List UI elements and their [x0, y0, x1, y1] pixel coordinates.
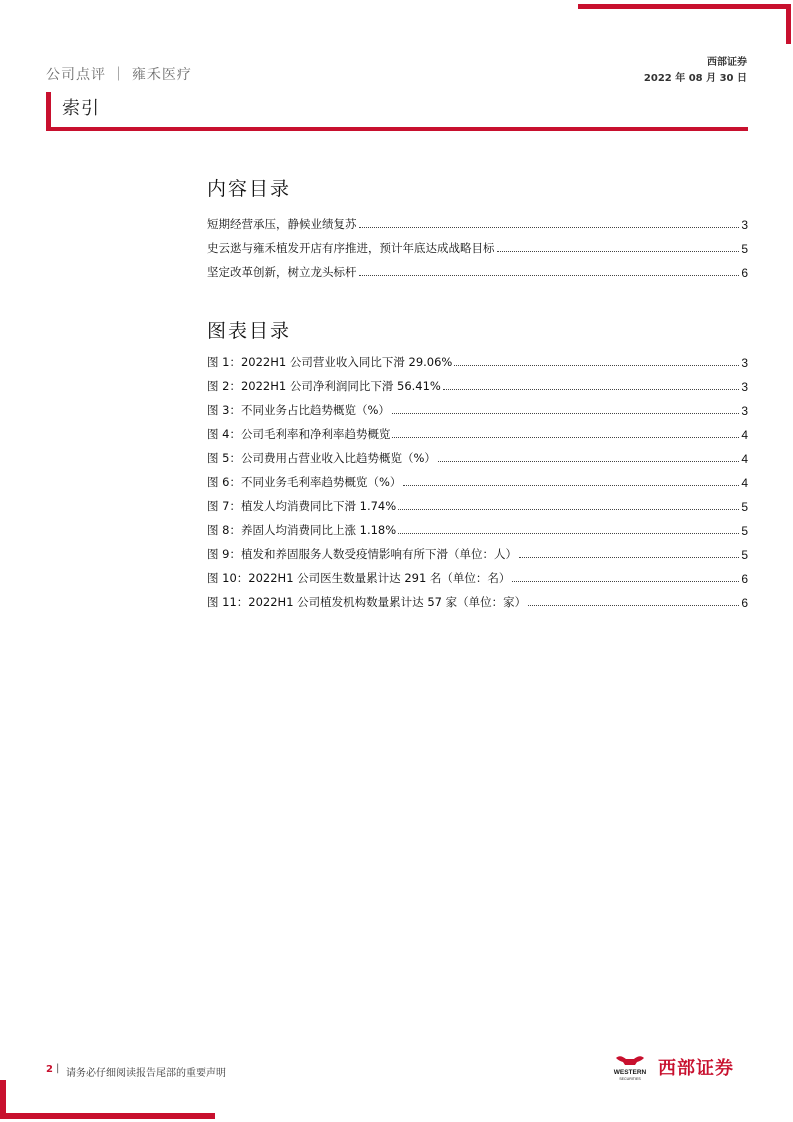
footer-disclaimer: 请务必仔细阅读报告尾部的重要声明	[66, 1068, 226, 1079]
figure-entry-label: 图 7：植发人均消费同比下滑 1.74%	[207, 499, 397, 513]
figure-entry-page: 4	[741, 476, 748, 490]
figure-entry[interactable]	[207, 442, 748, 466]
contents-entry[interactable]	[207, 232, 748, 256]
figure-entry[interactable]	[207, 466, 748, 490]
figure-entry-label: 图 1：2022H1 公司营业收入同比下滑 29.06%	[207, 355, 453, 369]
figure-entry-page: 4	[741, 452, 748, 466]
figure-entry[interactable]	[207, 370, 748, 394]
dot-leader	[392, 437, 739, 438]
figure-entry-page: 6	[741, 572, 748, 586]
contents-entry-label: 坚定改革创新，树立龙头标杆	[207, 265, 357, 279]
figure-entry-page: 3	[741, 404, 748, 418]
section-title-rule	[46, 127, 748, 131]
contents-entry-page: 6	[741, 266, 748, 280]
figure-entry-page: 5	[741, 500, 748, 514]
dot-leader	[359, 275, 740, 276]
bottom-corner-bar-horizontal	[0, 1113, 215, 1119]
figure-entry-page: 6	[741, 596, 748, 610]
figures-list	[207, 346, 748, 610]
figure-entry-page: 3	[741, 380, 748, 394]
figure-entry-page: 5	[741, 548, 748, 562]
header-brand: 西部证券	[707, 57, 747, 68]
contents-list	[207, 208, 748, 280]
logo-text-en-sub: SECURITIES	[619, 1077, 641, 1081]
dot-leader	[454, 365, 739, 366]
figure-entry[interactable]	[207, 514, 748, 538]
logo-text-en: WESTERN	[613, 1069, 647, 1076]
figure-entry-label: 图 5：公司费用占营业收入比趋势概览（%）	[207, 451, 436, 465]
contents-entry-label: 史云逖与雍禾植发开店有序推进，预计年底达成战略目标	[207, 241, 495, 255]
section-title: 索引	[62, 98, 100, 119]
figure-entry-label: 图 11：2022H1 公司植发机构数量累计达 57 家（单位：家）	[207, 595, 527, 609]
figure-entry-label: 图 6：不同业务毛利率趋势概览（%）	[207, 475, 402, 489]
contents-entry[interactable]	[207, 208, 748, 232]
top-corner-bar-vertical	[786, 4, 791, 44]
logo-text-cn: 西部证券	[658, 1058, 734, 1079]
brand-logo	[606, 1052, 748, 1082]
figure-entry-label: 图 8：养固人均消费同比上涨 1.18%	[207, 523, 397, 537]
figure-entry-label: 图 9：植发和养固服务人数受疫情影响有所下滑（单位：人）	[207, 547, 517, 561]
top-corner-bar-horizontal	[578, 4, 791, 9]
figure-entry-page: 4	[741, 428, 748, 442]
contents-heading: 内容目录	[207, 178, 292, 200]
dot-leader	[438, 461, 739, 462]
figure-entry[interactable]	[207, 346, 748, 370]
section-title-accent	[46, 92, 51, 129]
footer-separator: |	[56, 1063, 60, 1074]
report-date: 2022 年 08 月 30 日	[643, 73, 747, 84]
figure-entry[interactable]	[207, 538, 748, 562]
figure-entry-label: 图 2：2022H1 公司净利润同比下滑 56.41%	[207, 379, 441, 393]
contents-entry-page: 5	[741, 242, 748, 256]
dot-leader	[512, 581, 739, 582]
dot-leader	[359, 227, 740, 228]
figure-entry-page: 5	[741, 524, 748, 538]
bull-logo-icon	[606, 1052, 654, 1082]
dot-leader	[443, 389, 739, 390]
figure-entry[interactable]	[207, 490, 748, 514]
figure-entry-page: 3	[741, 356, 748, 370]
dot-leader	[519, 557, 739, 558]
contents-entry-label: 短期经营承压，静候业绩复苏	[207, 217, 357, 231]
figure-entry-label: 图 3：不同业务占比趋势概览（%）	[207, 403, 390, 417]
report-type-label: 公司点评 ｜ 雍禾医疗	[46, 67, 192, 83]
figures-heading: 图表目录	[207, 320, 292, 342]
dot-leader	[398, 533, 739, 534]
dot-leader	[497, 251, 740, 252]
figure-entry-label: 图 10：2022H1 公司医生数量累计达 291 名（单位：名）	[207, 571, 511, 585]
bottom-corner-bar-vertical	[0, 1080, 6, 1119]
figure-entry[interactable]	[207, 418, 748, 442]
contents-entry[interactable]	[207, 256, 748, 280]
contents-entry-page: 3	[741, 218, 748, 232]
dot-leader	[528, 605, 739, 606]
dot-leader	[403, 485, 739, 486]
figure-entry-label: 图 4：公司毛利率和净利率趋势概览	[207, 427, 391, 441]
figure-entry[interactable]	[207, 586, 748, 610]
dot-leader	[392, 413, 739, 414]
figure-entry[interactable]	[207, 562, 748, 586]
footer-page-number: 2	[46, 1064, 53, 1075]
dot-leader	[398, 509, 739, 510]
figure-entry[interactable]	[207, 394, 748, 418]
